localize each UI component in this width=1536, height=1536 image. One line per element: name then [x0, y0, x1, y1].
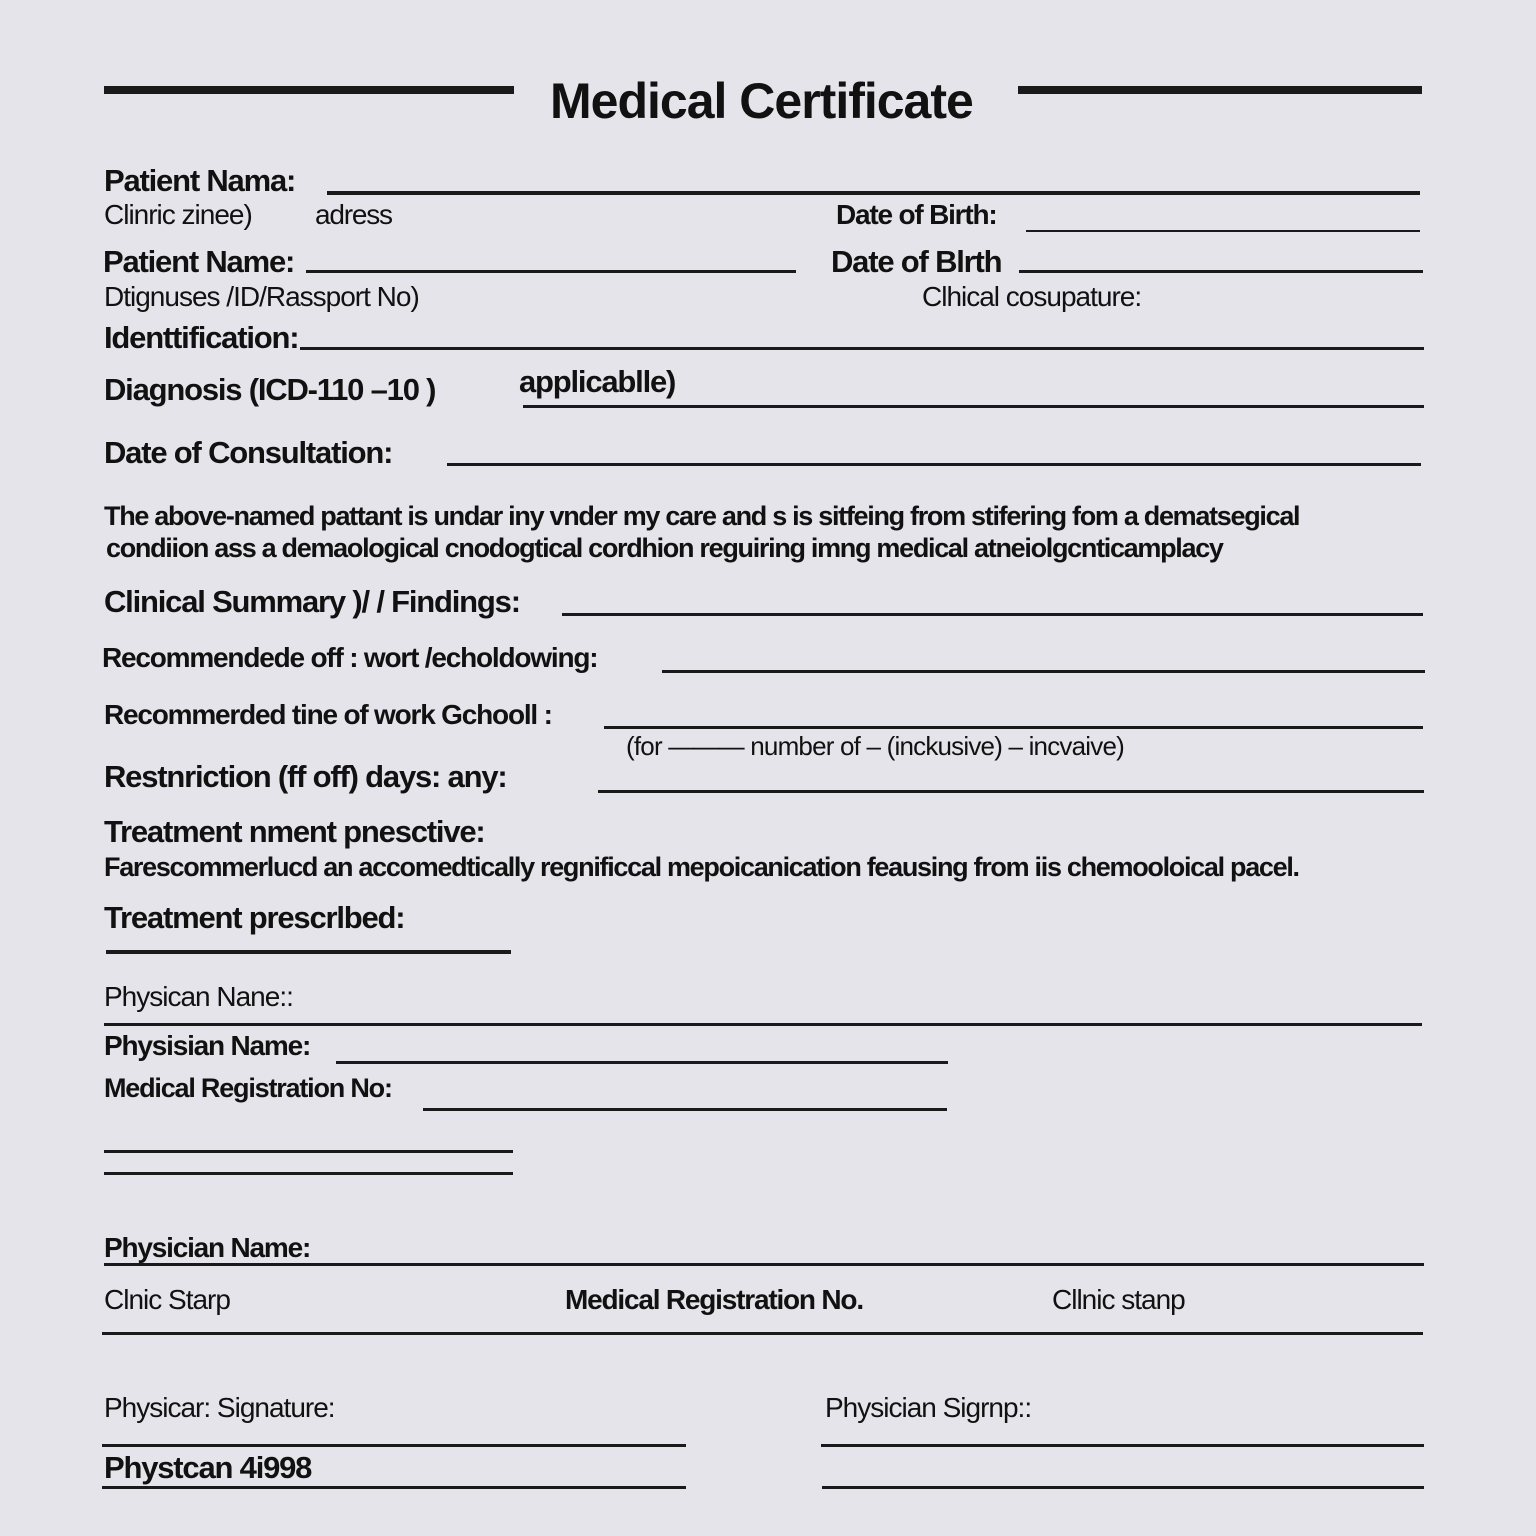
physician-signature-right-label: Physician Sigrnp:: — [825, 1392, 1032, 1423]
date-of-birth-label: Date of Birth: — [836, 199, 997, 230]
header-rule-right — [1018, 86, 1422, 94]
physician-signature-right-field[interactable] — [821, 1444, 1424, 1447]
date-of-birth-label-2: Date of Blrth — [831, 244, 1002, 279]
recommended-time-label: Recommerded tine of work Gchooll : — [104, 699, 552, 730]
clinical-signature-label: Clhical cosupature: — [922, 281, 1142, 312]
recommended-off-label: Recommendede off : wort /echoldowing: — [102, 642, 598, 673]
applicable-label: applicablle) — [519, 364, 676, 399]
restriction-label: Restnriction (ff off) days: any: — [104, 759, 507, 794]
physician-name-field-2[interactable] — [336, 1061, 948, 1064]
clinical-summary-field[interactable] — [562, 613, 1423, 616]
patient-name-field-2[interactable] — [306, 270, 796, 273]
physician-name-label-3: Physician Name: — [104, 1232, 311, 1263]
footer-rule-right[interactable] — [822, 1486, 1424, 1489]
stamp-row-rule — [102, 1332, 1423, 1335]
patient-name-label-2: Patient Name: — [103, 244, 295, 279]
clinical-summary-label: Clinical Summary )/ / Findings: — [104, 584, 520, 619]
recommended-off-field[interactable] — [662, 670, 1425, 673]
treatment-prescribed-field[interactable] — [106, 950, 511, 954]
treatment-prescribed-label: Treatment prescrlbed: — [104, 900, 405, 935]
registration-number-field[interactable] — [423, 1108, 947, 1111]
consultation-date-field[interactable] — [447, 463, 1421, 466]
treatment-prescriptive-label: Treatment nment pnesctive: — [104, 814, 485, 849]
physician-name-label-2: Physisian Name: — [104, 1030, 311, 1061]
header-rule-left — [104, 86, 514, 94]
id-passport-label: Dtignuses /ID/Rassport No) — [104, 281, 419, 312]
registration-number-label: Medical Registration No: — [104, 1073, 392, 1103]
address-label: adress — [315, 199, 392, 230]
clinic-stamp-right-label: Cllnic stanp — [1052, 1284, 1185, 1315]
date-of-birth-field[interactable] — [1026, 230, 1420, 232]
document-title: Medical Certificate — [550, 73, 973, 129]
identification-field[interactable] — [300, 347, 1424, 350]
physician-signature-left-label: Physicar: Signature: — [104, 1392, 335, 1423]
physician-name-label-1: Physican Nane:: — [104, 981, 293, 1012]
extra-line-1[interactable] — [104, 1150, 513, 1153]
registration-number-center-label: Medical Registration No. — [565, 1284, 863, 1315]
consultation-date-label: Date of Consultation: — [104, 435, 393, 470]
diagnosis-field[interactable] — [523, 405, 1424, 408]
date-of-birth-field-2[interactable] — [1019, 270, 1423, 273]
physician-name-field-3[interactable] — [104, 1263, 1424, 1266]
physician-name-field-1[interactable] — [104, 1023, 1422, 1026]
physician-footer-id: Phystcan 4i998 — [104, 1450, 312, 1485]
identification-label: Identtification: — [104, 320, 299, 355]
treatment-prescriptive-text: Farescommerlucd an accomedtically regnificcal mepoicanication feausing from iis chemooloical pacel. — [104, 852, 1299, 882]
clinic-name-label: Clinric zinee) — [104, 199, 252, 230]
recommended-time-field[interactable] — [604, 726, 1423, 729]
physician-signature-left-field[interactable] — [102, 1444, 686, 1447]
diagnosis-label: Diagnosis (ICD-110 –10 ) — [104, 372, 436, 407]
extra-line-2[interactable] — [104, 1172, 513, 1175]
statement-line-1: The above-named pattant is undar iny vnder my care and s is sitfeing from stifering fom a dematsegical — [104, 501, 1300, 531]
restriction-field[interactable] — [598, 790, 1424, 793]
patient-name-field[interactable] — [327, 191, 1420, 195]
days-note: (for ——— number of – (inckusive) – incvaive) — [626, 731, 1124, 761]
footer-rule-left[interactable] — [102, 1486, 686, 1489]
patient-name-label: Patient Nama: — [104, 163, 296, 198]
statement-line-2: condiion ass a demaological cnodogtical cordhion reguiring imng medical atneiolgcnticamplacy — [106, 533, 1223, 563]
clinic-stamp-left-label: Clnic Starp — [104, 1284, 230, 1315]
